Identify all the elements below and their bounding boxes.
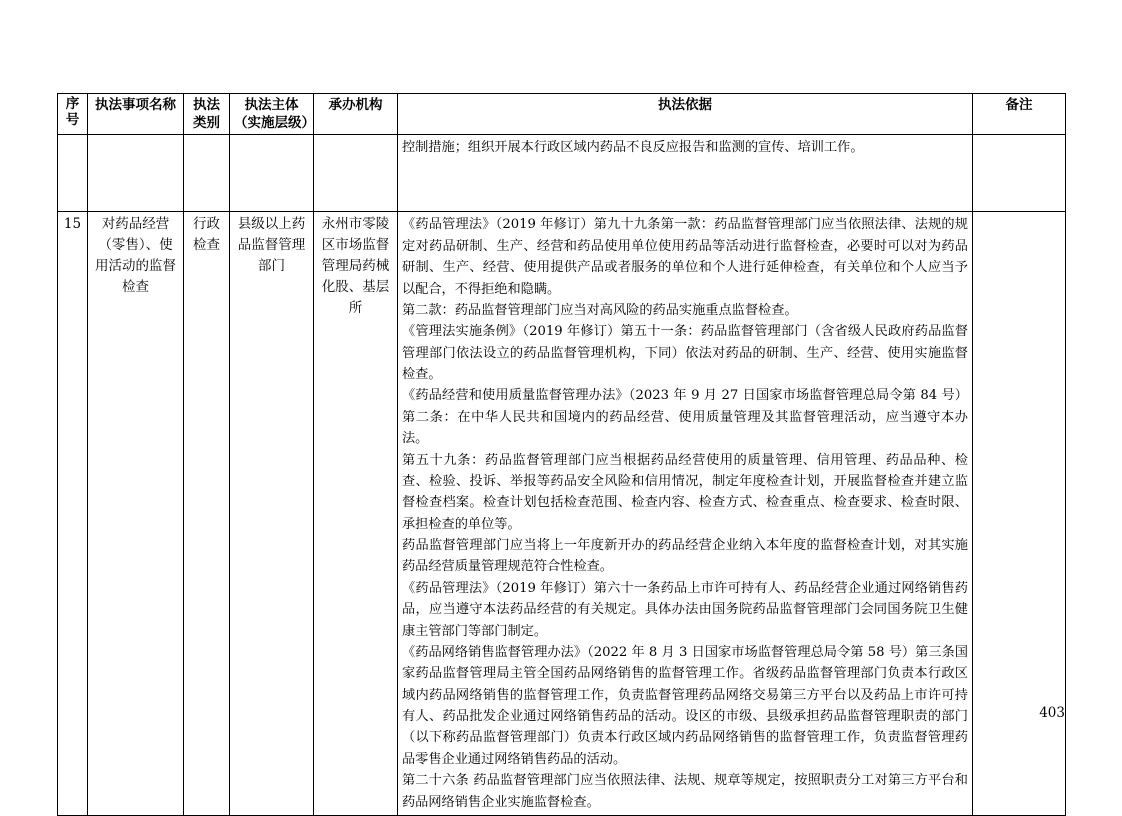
basis-paragraph: 控制措施；组织开展本行政区域内药品不良反应报告和监测的宣传、培训工作。 [402, 140, 864, 156]
column-header-remark: 备注 [973, 94, 1066, 135]
cell-basis [398, 212, 973, 816]
cell-seq [58, 135, 88, 212]
column-header-seq: 序号 [58, 94, 88, 135]
basis-paragraph: 《药品管理法》（2019 年修订）第六十一条药品上市许可持有人、药品经营企业通过网络销售药品，应当遵守本法药品经营的有关规定。具体办法由国务院药品监督管理部门会同国务院卫生健康主管部门等部门制定。 [402, 580, 968, 639]
cell-seq: 15 [58, 212, 88, 816]
column-header-type: 执法类别 [184, 94, 230, 135]
cell-type [184, 135, 230, 212]
basis-paragraph: 《药品网络销售监督管理办法》（2022 年 8 月 3 日国家市场监督管理总局令第 58 号）第三条国家药品监督管理局主管全国药品网络销售的监督管理工作。省级药品监督管理部门负责本行政区域内药品网络销售的监督管理工作，负责监督管理药品网络交易第三方平台以及药品上市许可持有人、药品批发企业通过网络销售药品的活动。设区的市级、县级承担药品监督管理职责的部门（以下称药品监督管理部门）负责本行政区域内药品网络销售的监督管理工作，负责监督管理药品零售企业通过网络销售药品的活动。 [402, 644, 968, 767]
table-row [58, 135, 1066, 212]
cell-type: 行政检查 [184, 212, 230, 816]
basis-paragraph: 《管理法实施条例》（2019 年修订）第五十一条：药品监督管理部门（含省级人民政府药品监督管理部门依法设立的药品监督管理机构，下同）依法对药品的研制、生产、经营、使用实施监督检查。 [402, 324, 968, 383]
basis-paragraph: 第五十九条：药品监督管理部门应当根据药品经营使用的质量管理、信用管理、药品品种、检查、检验、投诉、举报等药品安全风险和信用情况，制定年度检查计划，开展监督检查并建立监督检查档案。检查计划包括检查范围、检查内容、检查方式、检查重点、检查要求、检查时限、承担检查的单位等。 [402, 452, 968, 532]
cell-remark [973, 135, 1066, 212]
column-header-subject: 执法主体（实施层级） [230, 94, 314, 135]
basis-paragraph: 第二十六条 药品监督管理部门应当依照法律、法规、规章等规定，按照职责分工对第三方平台和药品网络销售企业实施监督检查。 [402, 773, 968, 810]
column-header-agency: 承办机构 [314, 94, 398, 135]
cell-agency [314, 135, 398, 212]
basis-paragraph: 第二款：药品监督管理部门应当对高风险的药品实施重点监督检查。 [402, 302, 798, 318]
cell-subject [230, 135, 314, 212]
basis-paragraph: 《药品管理法》（2019 年修订）第九十九条第一款：药品监督管理部门应当依照法律、法规的规定对药品研制、生产、经营和药品使用单位使用药品等活动进行监督检查，必要时可以对为药品研制、生产、经营、使用提供产品或者服务的单位和个人进行延伸检查，有关单位和个人应当予以配合，不得拒绝和隐瞒。 [402, 217, 968, 297]
cell-subject: 县级以上药品监督管理部门 [230, 212, 314, 816]
table-row [58, 212, 1066, 816]
table-header-row [58, 94, 1066, 135]
cell-remark [973, 212, 1066, 816]
table-header [58, 94, 1066, 135]
cell-name: 对药品经营（零售）、使用活动的监督检查 [88, 212, 184, 816]
page-number: 403 [1039, 705, 1065, 721]
table-body [58, 135, 1066, 816]
cell-name [88, 135, 184, 212]
cell-agency: 永州市零陵区市场监督管理局药械化股、基层所 [314, 212, 398, 816]
basis-paragraph: 药品监督管理部门应当将上一年度新开办的药品经营企业纳入本年度的监督检查计划，对其实施药品经营质量管理规范符合性检查。 [402, 538, 968, 575]
cell-basis [398, 135, 973, 212]
column-header-basis: 执法依据 [398, 94, 973, 135]
basis-paragraph: 《药品经营和使用质量监督管理办法》（2023 年 9 月 27 日国家市场监督管理总局令第 84 号）第二条：在中华人民共和国境内的药品经营、使用质量管理及其监督管理活动，应当遵守本办法。 [402, 388, 968, 447]
column-header-name: 执法事项名称 [88, 94, 184, 135]
enforcement-items-table [57, 93, 1066, 816]
